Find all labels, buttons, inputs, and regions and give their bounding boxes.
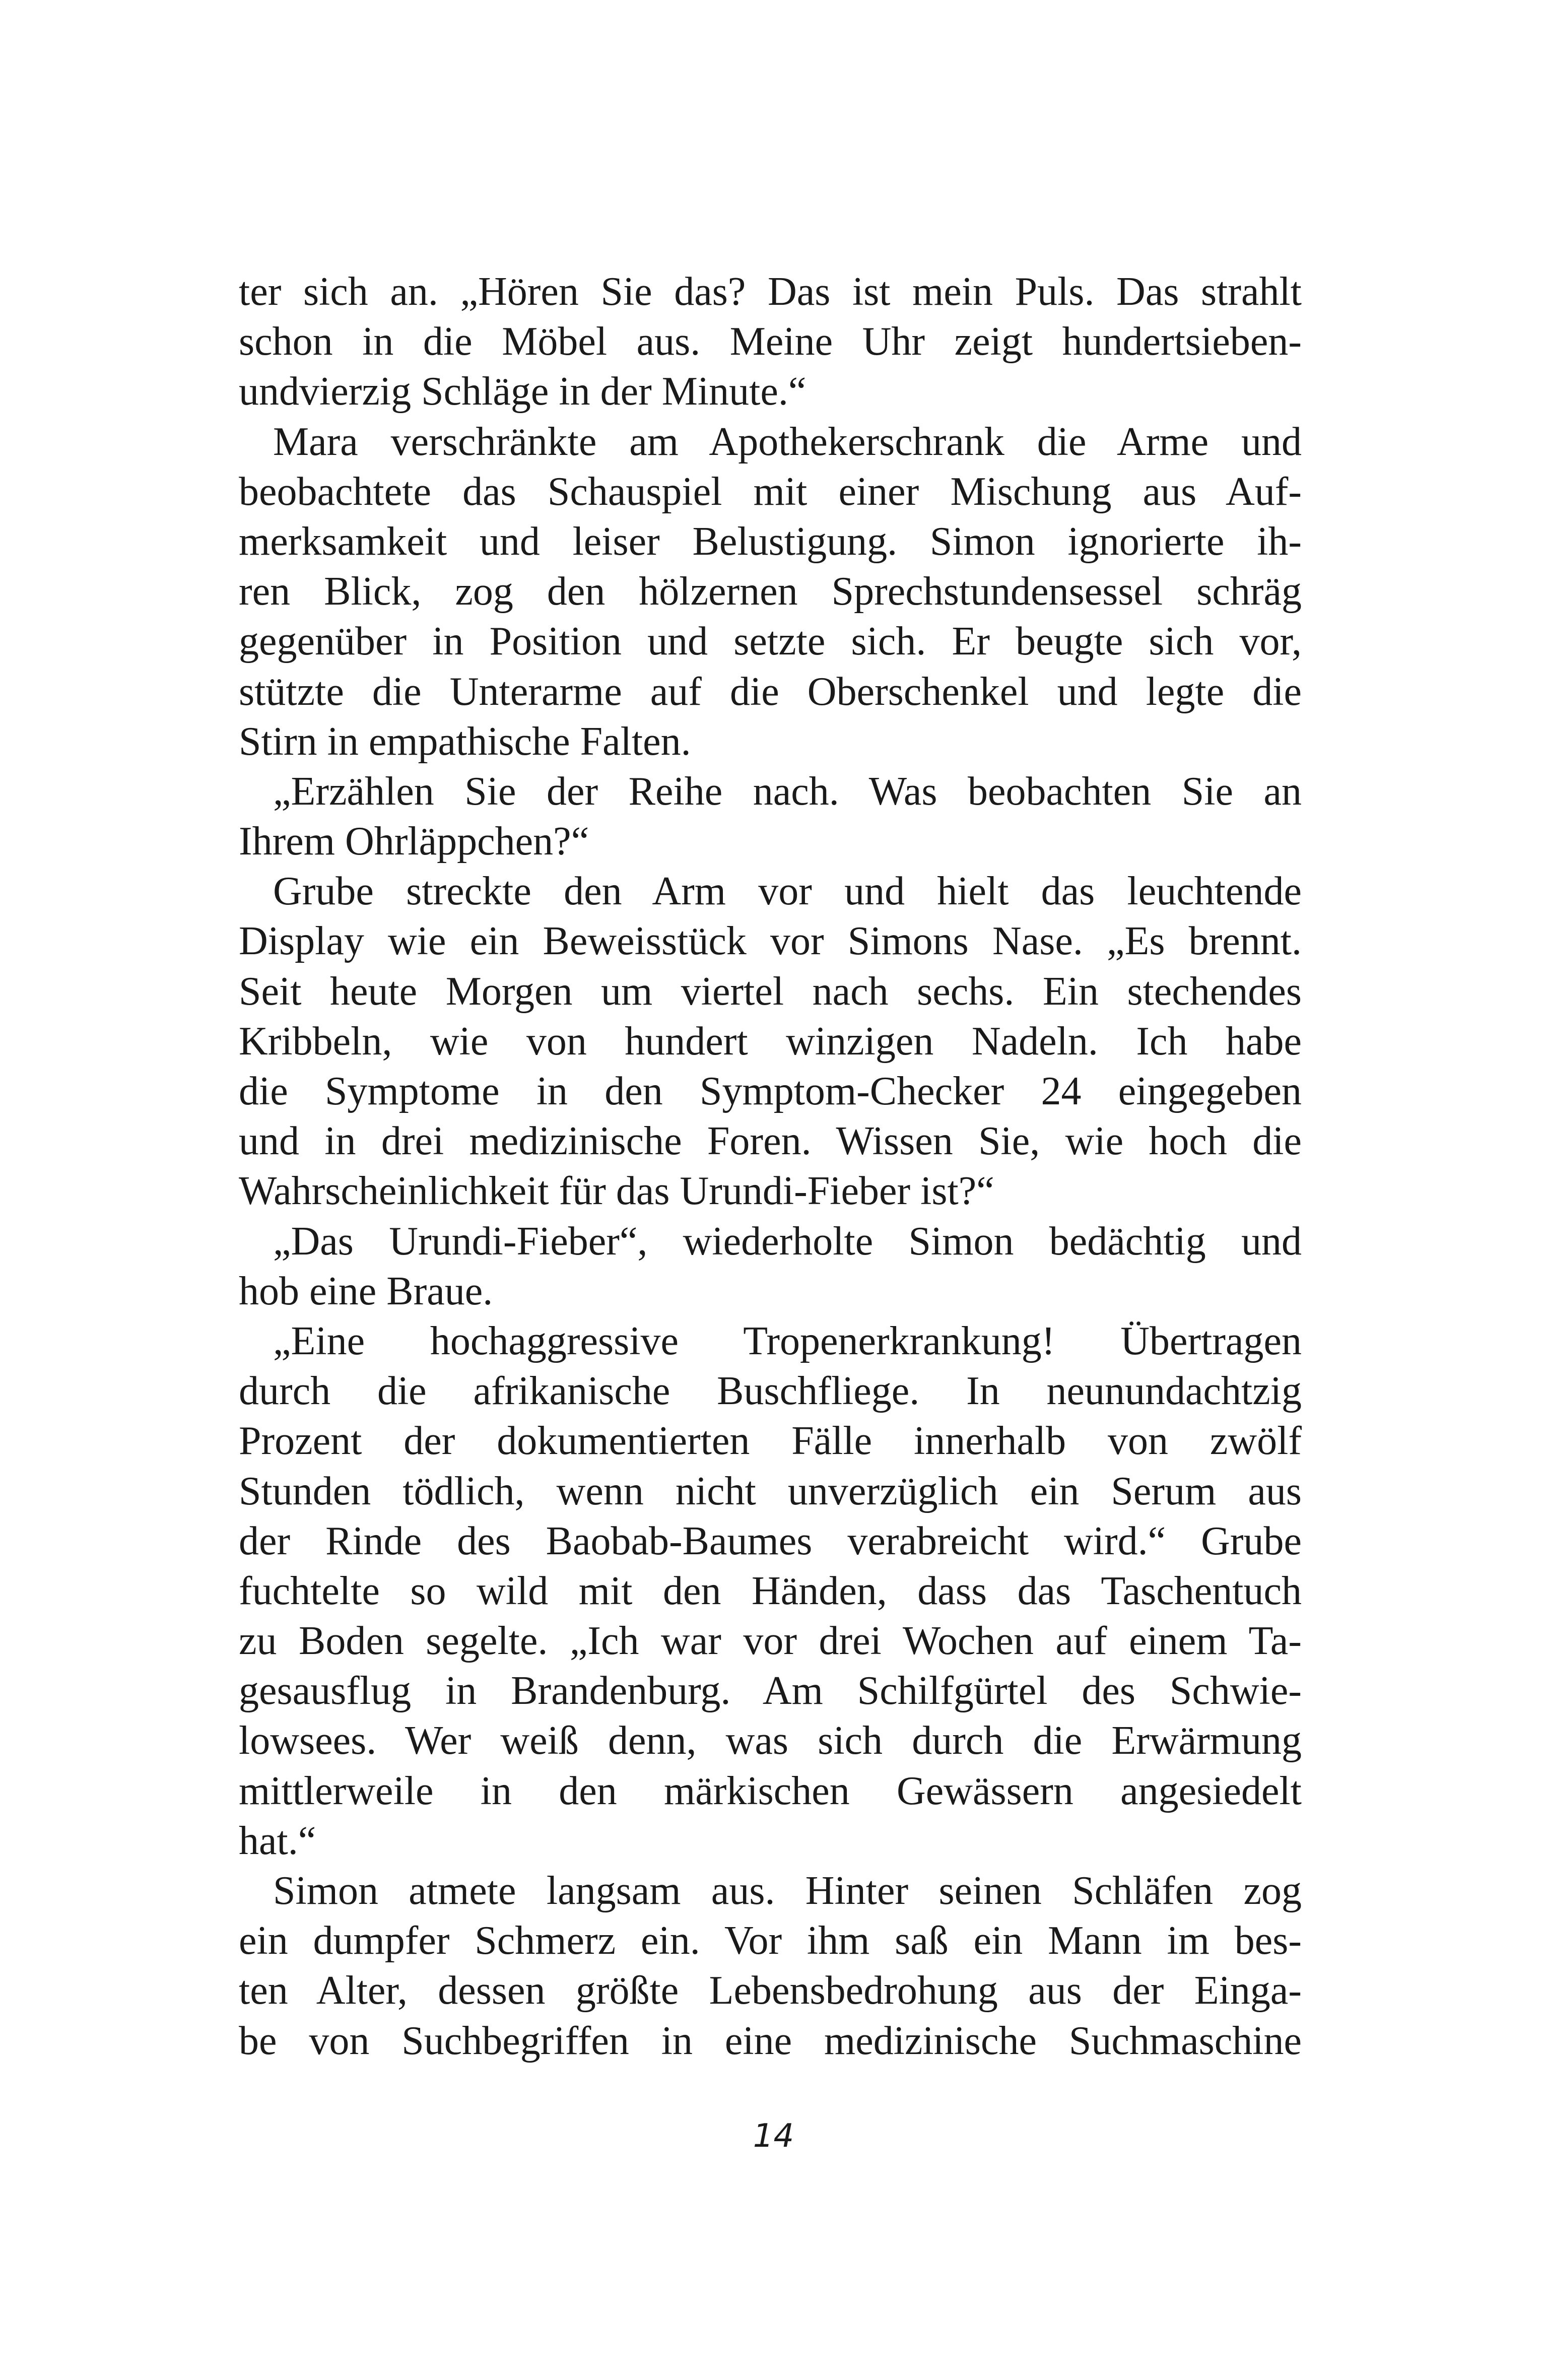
text-line: ren Blick, zog den hölzernen Sprechstundensessel schräg — [239, 569, 1302, 614]
text-line: durch die afrikanische Buschfliege. In neunundachtzig — [239, 1369, 1302, 1414]
text-line: be von Suchbegriffen in eine medizinische Suchmaschine — [239, 2018, 1302, 2063]
text-line: schon in die Möbel aus. Meine Uhr zeigt hundertsieben- — [239, 319, 1302, 364]
text-line: merksamkeit und leiser Belustigung. Simon ignorierte ih- — [239, 519, 1302, 564]
text-line: hat.“ — [239, 1818, 316, 1863]
text-line: undvierzig Schläge in der Minute.“ — [239, 369, 806, 414]
page-number: 14 — [753, 2118, 794, 2155]
text-line: gesausflug in Brandenburg. Am Schilfgürtel des Schwie- — [239, 1669, 1302, 1713]
text-line: Prozent der dokumentierten Fälle innerhalb von zwölf — [239, 1419, 1302, 1464]
text-line: „Eine hochaggressive Tropenerkrankung! Übertragen — [273, 1318, 1302, 1363]
text-line: Stirn in empathische Falten. — [239, 719, 691, 764]
text-line: stützte die Unterarme auf die Oberschenkel und legte die — [239, 669, 1302, 714]
text-line: Display wie ein Beweisstück vor Simons Nase. „Es brennt. — [239, 919, 1302, 964]
text-line: Seit heute Morgen um viertel nach sechs. Ein stechendes — [239, 969, 1302, 1014]
text-line: zu Boden segelte. „Ich war vor drei Wochen auf einem Ta- — [239, 1619, 1302, 1664]
text-line: mittlerweile in den märkischen Gewässern angesiedelt — [239, 1768, 1302, 1813]
text-line: hob eine Braue. — [239, 1269, 493, 1313]
text-line: die Symptome in den Symptom-Checker 24 eingegeben — [239, 1069, 1302, 1113]
text-line: und in drei medizinische Foren. Wissen Sie, wie hoch die — [239, 1119, 1302, 1164]
text-line: Simon atmete langsam aus. Hinter seinen Schläfen zog — [273, 1869, 1302, 1913]
text-line: Grube streckte den Arm vor und hielt das leuchtende — [273, 869, 1302, 914]
text-line: ein dumpfer Schmerz ein. Vor ihm saß ein Mann im bes- — [239, 1919, 1302, 1963]
text-line: Stunden tödlich, wenn nicht unverzüglich ein Serum aus — [239, 1469, 1302, 1513]
text-line: Ihrem Ohrläppchen?“ — [239, 819, 589, 864]
text-line: fuchtelte so wild mit den Händen, dass das Taschentuch — [239, 1568, 1302, 1613]
text-line: Kribbeln, wie von hundert winzigen Nadeln. Ich habe — [239, 1019, 1302, 1064]
text-line: beobachtete das Schauspiel mit einer Mischung aus Auf- — [239, 469, 1302, 514]
text-line: gegenüber in Position und setzte sich. Er beugte sich vor, — [239, 619, 1302, 664]
text-line: Mara verschränkte am Apothekerschrank die Arme und — [273, 419, 1302, 464]
text-line: lowsees. Wer weiß denn, was sich durch die Erwärmung — [239, 1718, 1302, 1763]
text-line: „Das Urundi-Fieber“, wiederholte Simon bedächtig und — [273, 1219, 1302, 1264]
text-line: ter sich an. „Hören Sie das? Das ist mein Puls. Das strahlt — [239, 270, 1302, 314]
text-line: „Erzählen Sie der Reihe nach. Was beobachten Sie an — [273, 769, 1302, 814]
text-line: ten Alter, dessen größte Lebensbedrohung aus der Einga- — [239, 1968, 1302, 2013]
text-line: der Rinde des Baobab-Baumes verabreicht wird.“ Grube — [239, 1518, 1302, 1563]
text-line: Wahrscheinlichkeit für das Urundi-Fieber ist?“ — [239, 1169, 994, 1214]
body-text — [239, 267, 1302, 2066]
